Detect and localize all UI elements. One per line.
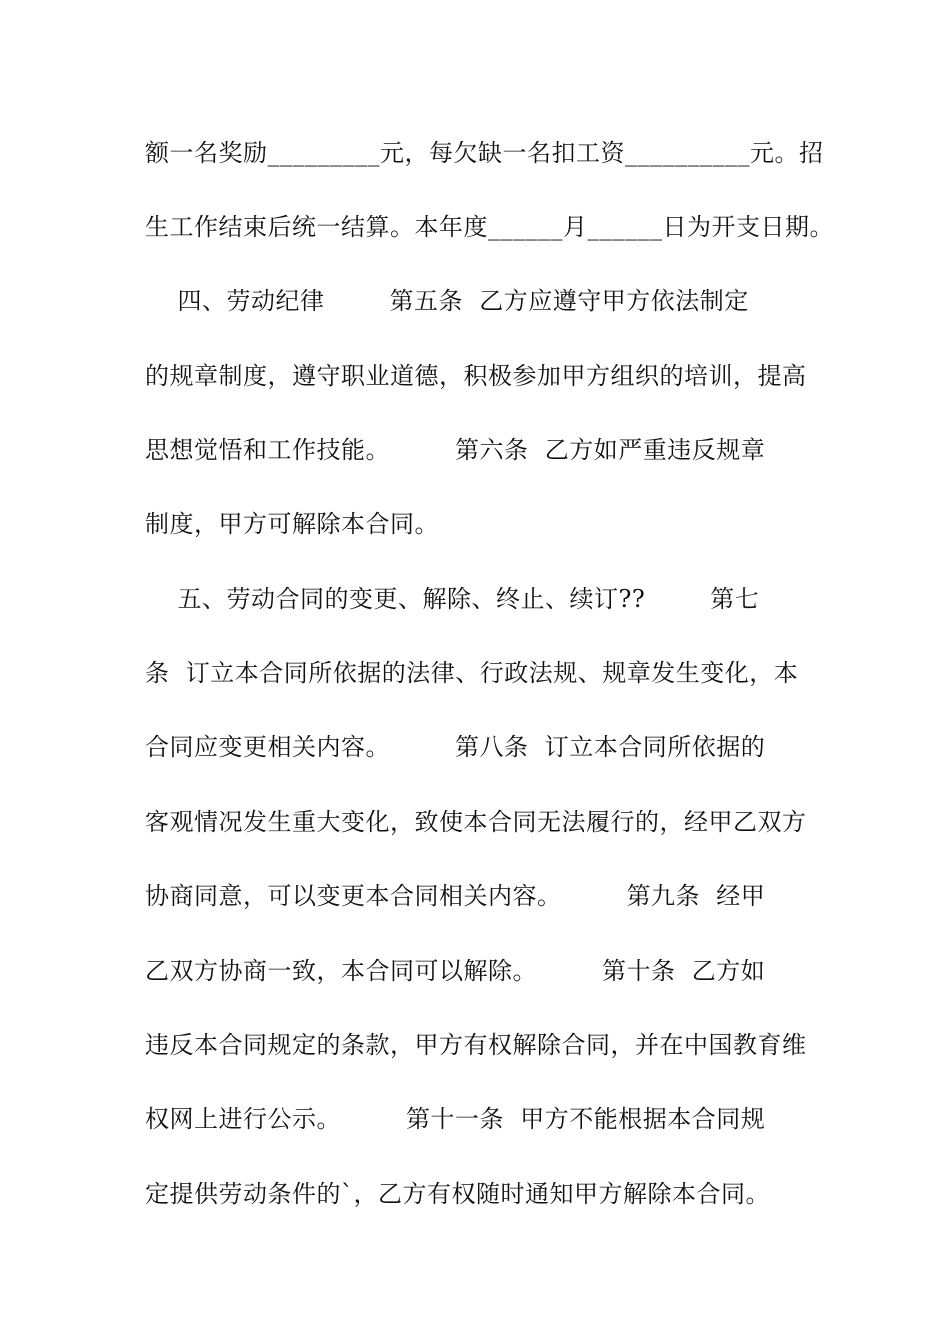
text-line: 额一名奖励_________元，每欠缺一名扣工资__________元。招 bbox=[145, 139, 824, 167]
text-line: 四、劳动纪律 第五条 乙方应遵守甲方依法制定 bbox=[145, 287, 749, 315]
text-line: 定提供劳动条件的`，乙方有权随时通知甲方解除本合同。 bbox=[145, 1180, 770, 1208]
text-line: 协商同意，可以变更本合同相关内容。 第九条 经甲 bbox=[145, 882, 766, 910]
text-line: 违反本合同规定的条款，甲方有权解除合同，并在中国教育维 bbox=[145, 1031, 807, 1059]
text-line: 权网上进行公示。 第十一条 甲方不能根据本合同规 bbox=[145, 1105, 766, 1133]
text-line: 生工作结束后统一结算。本年度______月______日为开支日期。 bbox=[145, 213, 834, 241]
text-line: 思想觉悟和工作技能。 第六条 乙方如严重违反规章 bbox=[145, 436, 766, 464]
text-line: 制度，甲方可解除本合同。 bbox=[145, 510, 439, 538]
text-line: 合同应变更相关内容。 第八条 订立本合同所依据的 bbox=[145, 733, 766, 761]
text-line: 的规章制度，遵守职业道德，积极参加甲方组织的培训，提高 bbox=[145, 362, 807, 390]
text-line: 五、劳动合同的变更、解除、终止、续订?? 第七 bbox=[145, 585, 760, 613]
text-line: 乙双方协商一致，本合同可以解除。 第十条 乙方如 bbox=[145, 957, 766, 985]
text-line: 客观情况发生重大变化，致使本合同无法履行的，经甲乙双方 bbox=[145, 808, 807, 836]
text-line: 条 订立本合同所依据的法律、行政法规、规章发生变化，本 bbox=[145, 659, 799, 687]
